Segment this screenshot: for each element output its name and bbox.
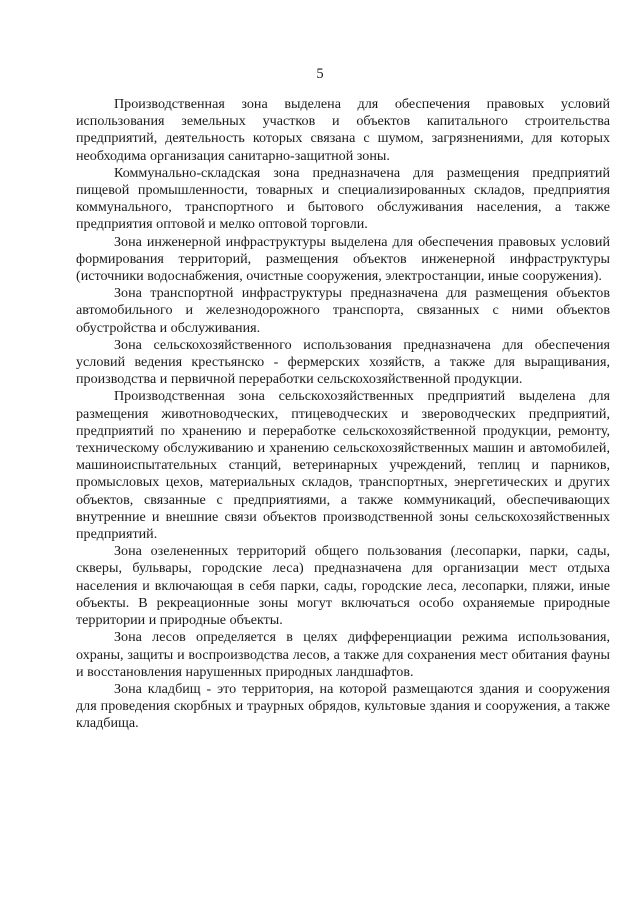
paragraph-agricultural-production-zone: Производственная зона сельскохозяйственных предприятий выделена для размещения животноводческих, птицеводческих и звероводческих предприятий, предприятий по хранению и переработке сельскохозяйственной продукции, ремонту, техническому обслуживанию и хранению сельскохозяйственных машин и автомобилей, машиноиспытательных станций, ветеринарных учреждений, теплиц и парников, промысловых цехов, материальных складов, транспортных, энергетических и других объектов, связанные с предприятиями, а также коммуникаций, обеспечивающих внутренние и внешние связи объектов производственной зоны сельскохозяйственных предприятий. <box>76 388 610 543</box>
paragraph-agricultural-use-zone: Зона сельскохозяйственного использования предназначена для обеспечения условий ведения крестьянско - фермерских хозяйств, а также для выращивания, производства и первичной переработки сельскохозяйственной продукции. <box>76 336 610 388</box>
page-number: 5 <box>316 66 324 82</box>
paragraph-transport-infrastructure-zone: Зона транспортной инфраструктуры предназначена для размещения объектов автомобильного и железнодорожного транспорта, связанных с ними объектов обустройства и обслуживания. <box>76 285 610 336</box>
paragraph-production-zone: Производственная зона выделена для обеспечения правовых условий использования земельных участков и объектов капитального строительства предприятий, деятельность которых связана с шумом, загрязнениями, для которых необходима организация санитарно-защитной зоны. <box>76 96 610 164</box>
paragraph-cemetery-zone: Зона кладбищ - это территория, на которой размещаются здания и сооружения для проведения скорбных и траурных обрядов, культовые здания и сооружения, а также кладбища. <box>76 680 610 732</box>
paragraph-communal-warehouse-zone: Коммунально-складская зона предназначена для размещения предприятий пищевой промышленности, товарных и специализированных складов, предприятия коммунального, транспортного и бытового обслуживания населения, а также предприятия оптовой и мелко оптовой торговли. <box>76 164 610 233</box>
document-body <box>76 96 610 733</box>
paragraph-forest-zone: Зона лесов определяется в целях дифференциации режима использования, охраны, защиты и воспроизводства лесов, а также для сохранения мест обитания фауны и восстановления нарушенных природных ландшафтов. <box>76 629 610 680</box>
paragraph-engineering-infrastructure-zone: Зона инженерной инфраструктуры выделена для обеспечения правовых условий формирования территорий, размещения объектов инженерной инфраструктуры (источники водоснабжения, очистные сооружения, электростанции, иные сооружения). <box>76 233 610 285</box>
paragraph-green-areas-zone: Зона озелененных территорий общего пользования (лесопарки, парки, сады, скверы, бульвары, городские леса) предназначена для организации мест отдыха населения и включающая в себя парки, сады, городские леса, лесопарки, пляжи, иные объекты. В рекреационные зоны могут включаться особо охраняемые природные территории и природные объекты. <box>76 543 610 629</box>
